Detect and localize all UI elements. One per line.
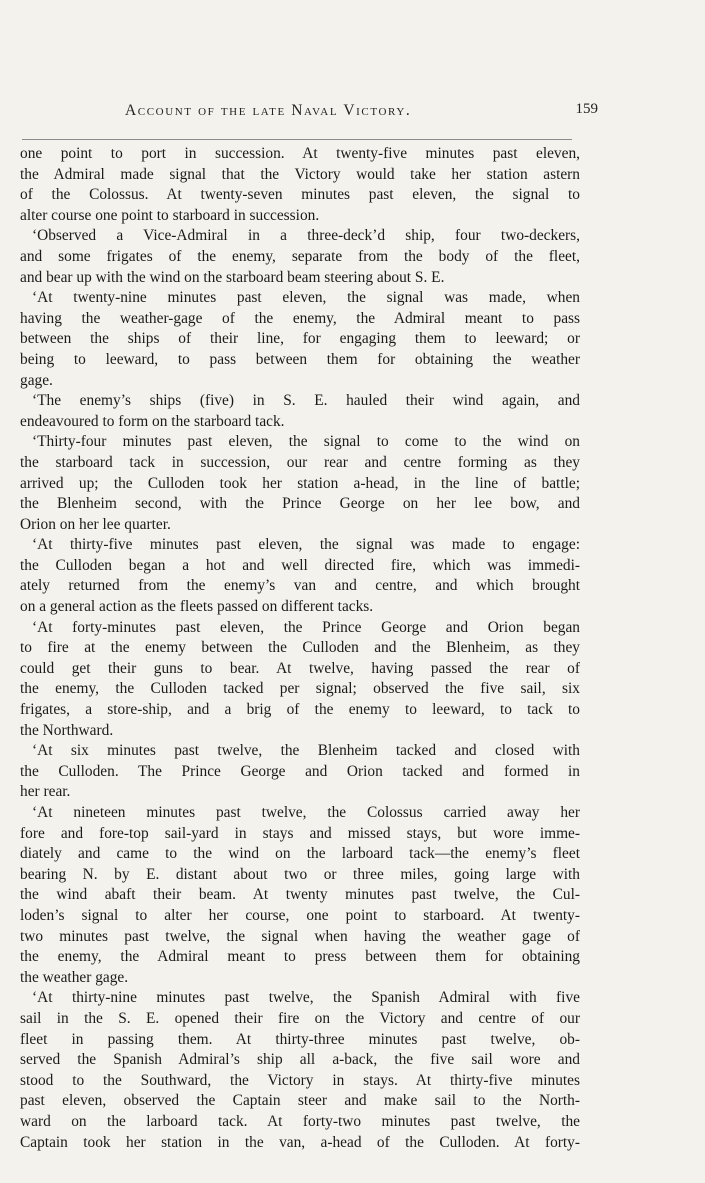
text-line: and bear up with the wind on the starboard beam steering about S. E. <box>20 268 445 286</box>
text-line: loden’s signal to alter her course, one point to starboard. At twenty- <box>20 906 580 924</box>
body-text <box>20 144 580 1153</box>
text-line: frigates, a store-ship, and a brig of the enemy to leeward, to tack to <box>20 701 580 719</box>
text-line: endeavoured to form on the starboard tack. <box>20 412 285 430</box>
text-line: arrived up; the Culloden took her station a-head, in the line of battle; <box>20 474 580 492</box>
text-line: being to leeward, to pass between them for obtaining the weather <box>20 350 580 368</box>
text-line: the Admiral made signal that the Victory would take her station astern <box>20 165 580 183</box>
text-line: fore and fore-top sail-yard in stays and missed stays, but wore imme- <box>20 824 580 842</box>
paragraph <box>20 226 580 288</box>
text-line: ‘At forty-minutes past eleven, the Prince George and Orion began <box>32 618 580 636</box>
text-line: between the ships of their line, for engaging them to leeward; or <box>20 330 580 348</box>
text-line: ward on the larboard tack. At forty-two minutes past twelve, the <box>20 1112 580 1130</box>
text-line: ‘Thirty-four minutes past eleven, the signal to come to the wind on <box>32 433 580 451</box>
text-line: the Culloden began a hot and well directed fire, which was immedi- <box>20 556 580 574</box>
paragraph <box>20 144 580 226</box>
text-line: the wind abaft their beam. At twenty minutes past twelve, the Cul- <box>20 886 580 904</box>
text-line: one point to port in succession. At twenty-five minutes past eleven, <box>20 145 580 162</box>
paragraph <box>20 391 580 432</box>
text-line: the starboard tack in succession, our rear and centre forming as they <box>20 453 580 471</box>
text-line: to fire at the enemy between the Culloden and the Blenheim, as they <box>20 639 580 657</box>
paragraph <box>20 535 580 617</box>
text-line: gage. <box>20 371 53 389</box>
paragraph <box>20 741 580 803</box>
text-line: stood to the Southward, the Victory in stays. At thirty-five minutes <box>20 1071 580 1089</box>
text-line: sail in the S. E. opened their fire on the Victory and centre of our <box>20 1009 580 1027</box>
text-line: ‘At thirty-five minutes past eleven, the signal was made to engage: <box>32 536 580 554</box>
text-line: ‘Observed a Vice-Admiral in a three-deck’d ship, four two-deckers, <box>32 227 580 245</box>
text-line: ately returned from the enemy’s van and centre, and which brought <box>20 577 580 595</box>
page-number: 159 <box>575 101 598 117</box>
text-line: and some frigates of the enemy, separate from the body of the fleet, <box>20 247 580 265</box>
paragraph <box>20 432 580 535</box>
text-line: of the Colossus. At twenty-seven minutes past eleven, the signal to <box>20 186 580 204</box>
text-line: the enemy, the Culloden tacked per signal; observed the five sail, six <box>20 680 580 698</box>
text-line: fleet in passing them. At thirty-three minutes past twelve, ob- <box>20 1030 580 1048</box>
text-line: the Northward. <box>20 721 114 739</box>
text-line: past eleven, observed the Captain steer and make sail to the North- <box>20 1092 580 1110</box>
running-head <box>30 100 598 124</box>
text-line: having the weather-gage of the enemy, the Admiral meant to pass <box>20 309 580 327</box>
text-line: ‘At thirty-nine minutes past twelve, the Spanish Admiral with five <box>32 989 580 1007</box>
text-line: could get their guns to bear. At twelve, having passed the rear of <box>20 659 580 677</box>
text-line: her rear. <box>20 783 71 801</box>
text-line: diately and came to the wind on the larboard tack—the enemy’s fleet <box>20 845 580 863</box>
header-rule <box>22 139 572 140</box>
text-line: ‘At twenty-nine minutes past eleven, the signal was made, when <box>32 289 580 307</box>
text-line: served the Spanish Admiral’s ship all a-back, the five sail wore and <box>20 1051 580 1069</box>
text-line: Orion on her lee quarter. <box>20 515 171 533</box>
text-line: ‘The enemy’s ships (five) in S. E. hauled their wind again, and <box>32 392 580 410</box>
text-line: the Blenheim second, with the Prince George on her lee bow, and <box>20 495 580 513</box>
text-line: two minutes past twelve, the signal when having the weather gage of <box>20 927 580 945</box>
text-line: the weather gage. <box>20 968 129 986</box>
text-line: Captain took her station in the van, a-head of the Culloden. At forty- <box>20 1133 580 1151</box>
text-line: on a general action as the fleets passed on different tacks. <box>20 598 374 616</box>
text-line: the Culloden. The Prince George and Orion tacked and formed in <box>20 762 580 780</box>
text-line: ‘At six minutes past twelve, the Blenheim tacked and closed with <box>32 742 580 760</box>
text-line: bearing N. by E. distant about two or three miles, going large with <box>20 865 580 883</box>
running-title: Account of the late Naval Victory. <box>125 102 412 119</box>
paragraph <box>20 803 580 988</box>
text-line: ‘At nineteen minutes past twelve, the Colossus carried away her <box>32 804 580 821</box>
paragraph <box>20 618 580 742</box>
paragraph <box>20 288 580 391</box>
paragraph <box>20 988 580 1153</box>
text-line: alter course one point to starboard in succession. <box>20 206 320 224</box>
text-line: the enemy, the Admiral meant to press between them for obtaining <box>20 948 580 966</box>
